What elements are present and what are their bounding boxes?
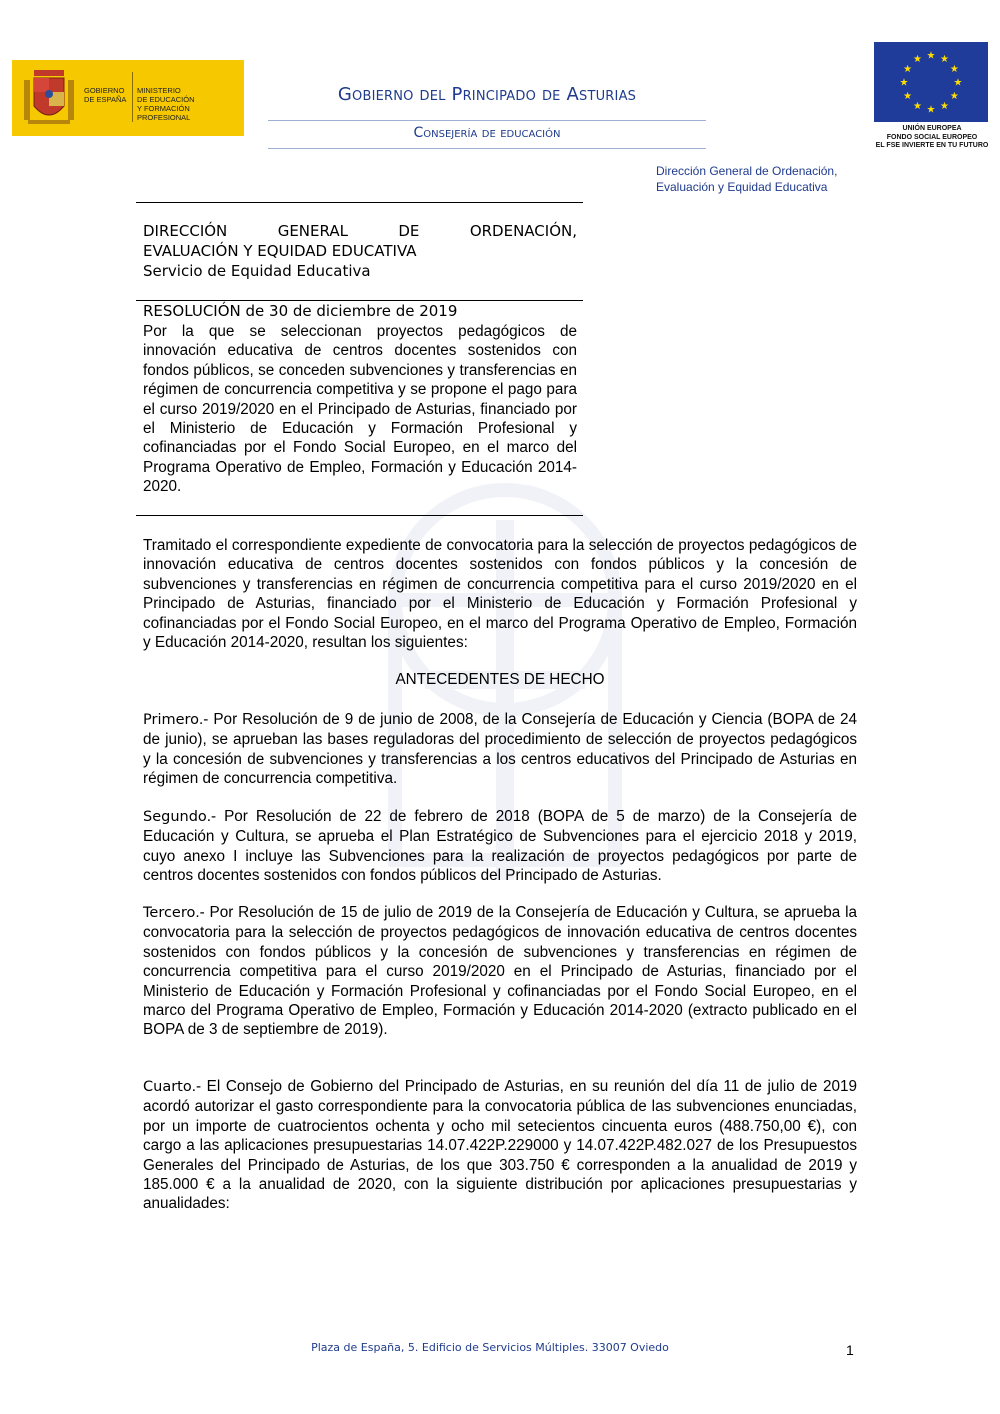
eu-star-icon: ★ bbox=[913, 54, 922, 66]
consejeria-title: Consejería de educación bbox=[413, 125, 561, 141]
eu-star-icon: ★ bbox=[913, 100, 922, 112]
eu-star-icon: ★ bbox=[899, 77, 909, 89]
antecedent-item bbox=[143, 903, 857, 1040]
antecedent-lead: Segundo bbox=[143, 809, 207, 825]
spain-government-logo bbox=[12, 60, 244, 136]
eu-star-icon: ★ bbox=[953, 77, 963, 89]
logo-divider bbox=[132, 72, 133, 122]
antecedent-item bbox=[143, 807, 857, 886]
eu-fse-label: UNIÓN EUROPEA FONDO SOCIAL EUROPEO EL FSE INVIERTE EN TU FUTURO bbox=[875, 125, 989, 149]
title-box-top-rule bbox=[136, 202, 583, 203]
eu-star-icon: ★ bbox=[926, 50, 936, 62]
department-line2: EVALUACIÓN Y EQUIDAD EDUCATIVA bbox=[143, 242, 417, 260]
eu-star-icon: ★ bbox=[940, 54, 949, 66]
title-box-mid-rule bbox=[136, 300, 583, 301]
page-number: 1 bbox=[846, 1342, 854, 1358]
resolution-summary: Por la que se seleccionan proyectos pedagógicos de innovación educativa de centros docentes sostenidos con fondos públicos, se conceden subvenciones y transferencias en régimen de concurrencia competitiva y se propone el pago para el curso 2019/2020 en el Principado de Asturias, financiado por el Ministerio de Educación y Formación Profesional y cofinanciadas por el Fondo Social Europeo, en el marco del Programa Operativo de Empleo, Formación y Educación 2014-2020. bbox=[143, 323, 577, 496]
antecedent-lead: Cuarto bbox=[143, 1079, 192, 1095]
eu-star-icon: ★ bbox=[926, 104, 936, 116]
footer-address: Plaza de España, 5. Edificio de Servicios Múltiples. 33007 Oviedo bbox=[311, 1341, 669, 1354]
spain-coat-of-arms-icon bbox=[20, 66, 78, 130]
antecedent-text: .- Por Resolución de 22 de febrero de 2018 (BOPA de 5 de marzo) de la Consejería de Educación y Cultura, se aprueba el Plan Estratégico de Subvenciones para el ejercicio 2018 y 2019, cuyo anexo I incluye las Subvenciones para la realización de proyectos pedagógicos por parte de centros docentes sostenidos con fondos públicos del Principado de Asturias. bbox=[143, 808, 857, 885]
government-title: Gobierno del Principado de Asturias bbox=[337, 84, 637, 105]
eu-stars-icon bbox=[874, 42, 988, 122]
eu-star-icon: ★ bbox=[903, 91, 913, 102]
eu-star-icon: ★ bbox=[949, 91, 959, 102]
gobierno-espana-label: GOBIERNO DE ESPAÑA bbox=[84, 86, 127, 104]
intro-paragraph: Tramitado el correspondiente expediente de convocatoria para la selección de proyectos pedagógicos de innovación educativa de centros docentes sostenidos con fondos públicos y la concesión de subvenciones y transferencias en régimen de concurrencia competitiva para el curso 2019/2020 en el Principado de Asturias, financiado por el Ministerio de Educación y Formación Profesional y cofinanciadas por el Fondo Social Europeo, en el marco del Programa Operativo de Empleo, Formación y Educación 2014-2020, resultan los siguientes: bbox=[143, 537, 857, 652]
header-divider-top bbox=[268, 120, 706, 121]
direction-label: Dirección General de Ordenación, Evaluación y Equidad Educativa bbox=[656, 164, 838, 194]
section-heading: ANTECEDENTES DE HECHO bbox=[395, 671, 605, 688]
resolution-date: RESOLUCIÓN de 30 de diciembre de 2019 bbox=[143, 302, 458, 320]
antecedent-text: .- Por Resolución de 15 de julio de 2019 de la Consejería de Educación y Cultura, se aprueba la convocatoria para la selección de proyectos pedagógicos de innovación educativa de centros docentes sostenidos con fondos públicos y la concesión de subvenciones y transferencias en régimen de concurrencia competitiva para el curso 2019/2020 en el Principado de Asturias, financiado por el Ministerio de Educación y Formación Profesional y cofinanciadas por el Fondo Social Europeo, en el marco del Programa Operativo de Empleo, Formación y Educación 2014-2020 (extracto publicado en el BOPA de 3 de septiembre de 2019). bbox=[143, 904, 857, 1039]
eu-star-icon: ★ bbox=[949, 64, 959, 75]
antecedent-lead: Tercero bbox=[143, 905, 196, 921]
department-line1: DIRECCIÓN GENERAL DE ORDENACIÓN, bbox=[143, 222, 577, 240]
title-box-bottom-rule bbox=[136, 515, 583, 516]
eu-star-icon: ★ bbox=[903, 64, 913, 75]
antecedent-text: .- El Consejo de Gobierno del Principado de Asturias, en su reunión del día 11 de julio de 2019 acordó autorizar el gasto correspondiente para la convocatoria pública de las subvenciones enunciadas, por un importe de cuatrocientos ochenta y ocho mil setecientos cincuenta euros (488.750,00 €), con cargo a las aplicaciones presupuestarias 14.07.422P.229000 y 14.07.422P.482.027 de los Presupuestos Generales del Principado de Asturias, de los que 303.750 € corresponden a la anualidad de 2019 y 185.000 € a la anualidad de 2020, con la siguiente distribución por aplicaciones presupuestarias y anualidades: bbox=[143, 1078, 857, 1213]
antecedent-text: .- Por Resolución de 9 de junio de 2008, de la Consejería de Educación y Ciencia (BOPA de 24 de junio), se aprueban las bases reguladoras del procedimiento de selección de proyectos pedagógicos y la concesión de subvenciones y transferencias a los centros educativos del Principado de Asturias en régimen de concurrencia competitiva. bbox=[143, 711, 857, 788]
header-divider-bottom bbox=[268, 148, 706, 149]
ministerio-label: MINISTERIO DE EDUCACIÓN Y FORMACIÓN PROFESIONAL bbox=[137, 86, 195, 122]
antecedent-lead: Primero bbox=[143, 712, 200, 728]
antecedent-item bbox=[143, 1077, 857, 1214]
antecedent-item bbox=[143, 710, 857, 789]
service-name: Servicio de Equidad Educativa bbox=[143, 262, 371, 280]
eu-star-icon: ★ bbox=[940, 100, 949, 112]
